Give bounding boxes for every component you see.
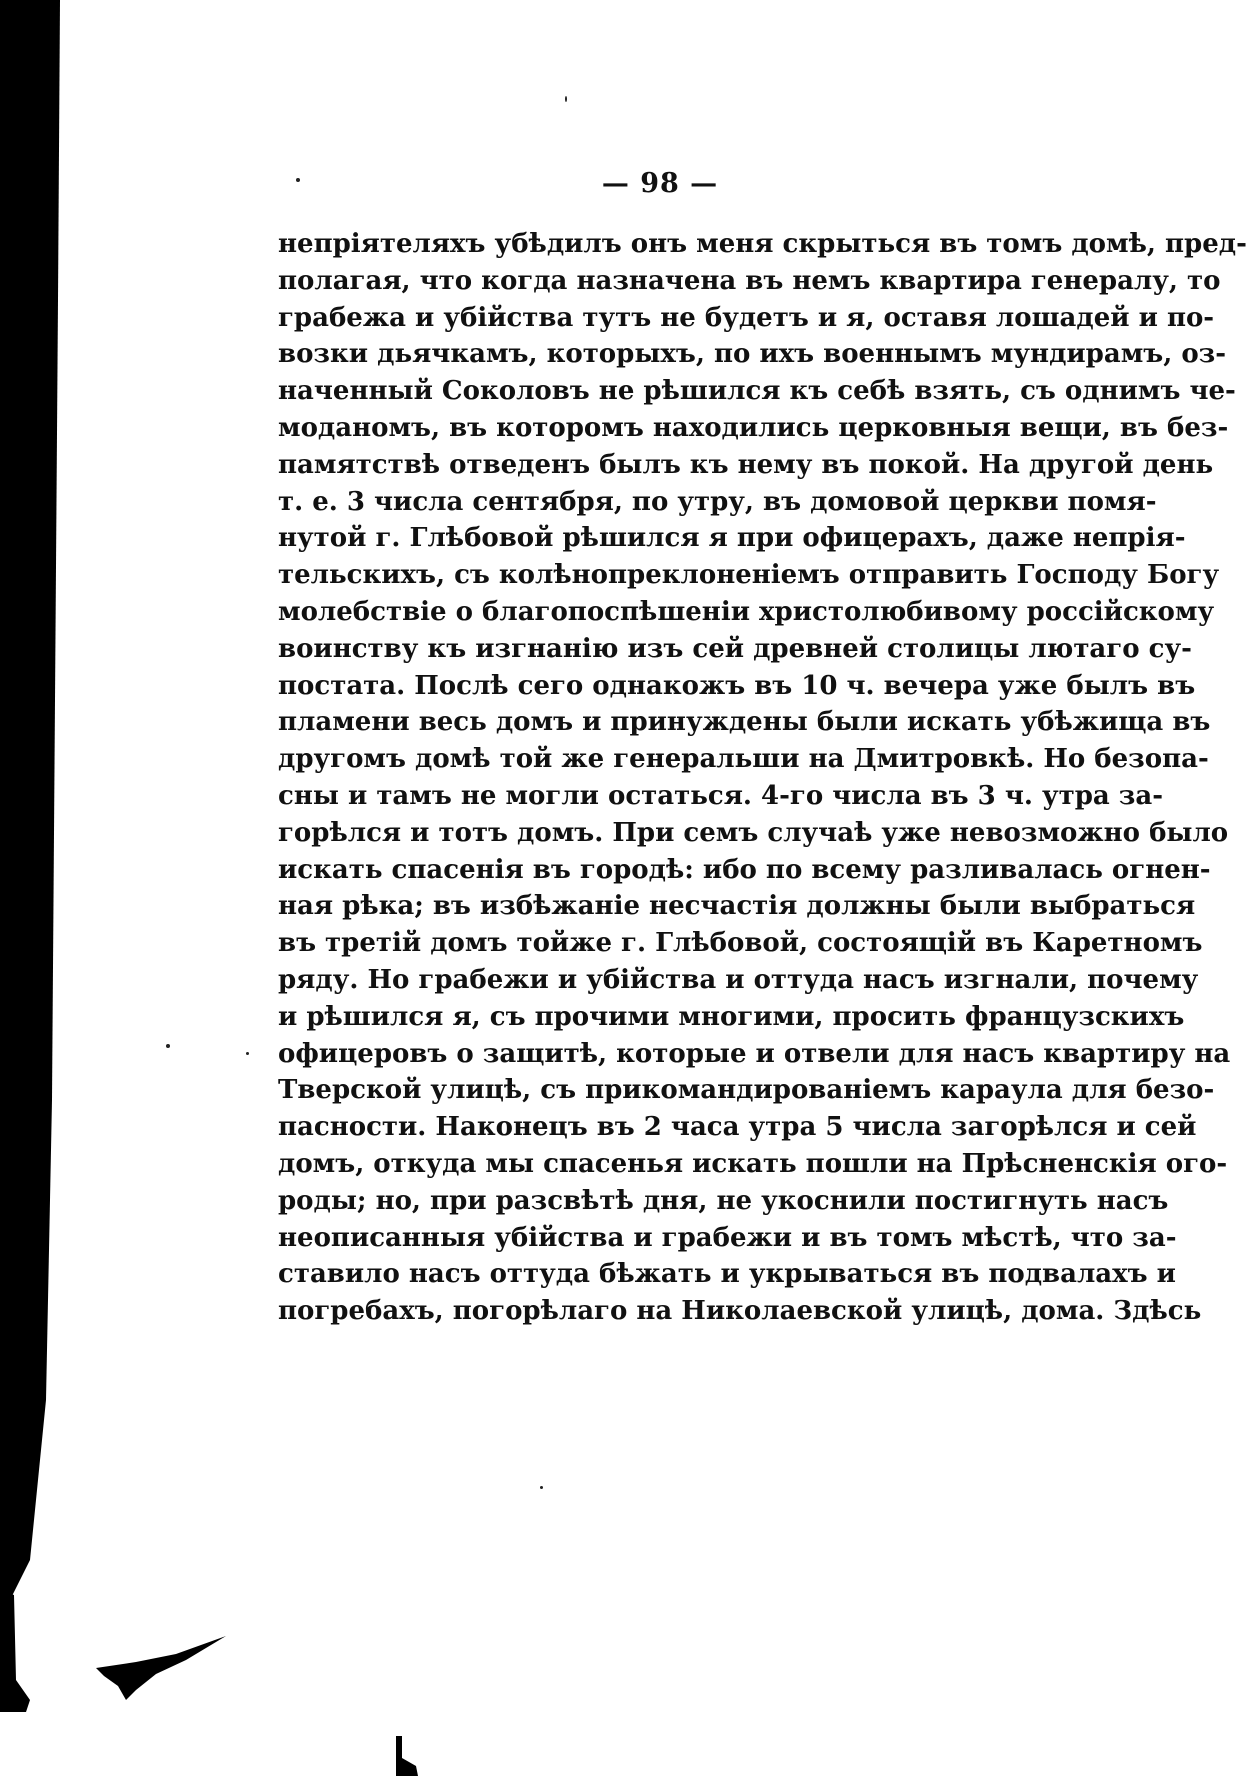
text-line: роды; но, при разсвѣтѣ дня, не укоснили постигнуть насъ: [278, 1185, 1169, 1216]
text-line: моданомъ, въ которомъ находились церковныя вещи, въ без-: [278, 412, 1229, 443]
text-line: грабежа и убійства тутъ не будетъ и я, оставя лошадей и по-: [278, 302, 1215, 333]
text-line: полагая, что когда назначена въ немъ квартира генералу, то: [278, 265, 1221, 296]
scan-artifact-mark: [394, 1736, 424, 1776]
text-line: другомъ домѣ той же генеральши на Дмитровкѣ. Но безопа-: [278, 744, 1209, 775]
text-line: ряду. Но грабежи и убійства и оттуда насъ изгнали, почему: [278, 964, 1199, 995]
text-line: возки дьячкамъ, которыхъ, по ихъ военнымъ мундирамъ, оз-: [278, 339, 1227, 370]
scan-shadow-edge: [0, 0, 60, 1791]
speck: [166, 1044, 170, 1048]
text-line: ставило насъ оттуда бѣжать и укрываться въ подвалахъ и: [278, 1259, 1176, 1290]
text-line: домъ, откуда мы спасенья искать пошли на Прѣсненскія ого-: [278, 1148, 1228, 1179]
text-line: пасности. Наконецъ въ 2 часа утра 5 числа загорѣлся и сей: [278, 1112, 1197, 1143]
page-number: — 98 —: [601, 168, 719, 199]
speck: [246, 1052, 249, 1055]
text-line: погребахъ, погорѣлаго на Николаевской улицѣ, дома. Здѣсь: [278, 1296, 1202, 1327]
text-line: постата. Послѣ сего однакожъ въ 10 ч. вечера уже былъ въ: [278, 670, 1196, 701]
text-line: Тверской улицѣ, съ прикомандированіемъ караула для безо-: [278, 1075, 1215, 1106]
text-line: горѣлся и тотъ домъ. При семъ случаѣ уже невозможно было: [278, 817, 1229, 848]
text-line: ная рѣка; въ избѣжаніе несчастія должны были выбраться: [278, 891, 1196, 922]
text-line: наченный Соколовъ не рѣшился къ себѣ взять, съ однимъ че-: [278, 376, 1236, 407]
text-line: и рѣшился я, съ прочими многими, просить французскихъ: [278, 1001, 1185, 1032]
speck: [565, 96, 567, 102]
text-line: пламени весь домъ и принуждены были искать убѣжища въ: [278, 707, 1211, 738]
text-line: т. е. 3 числа сентября, по утру, въ домовой церкви помя-: [278, 486, 1157, 517]
text-line: сны и тамъ не могли остаться. 4-го числа въ 3 ч. утра за-: [278, 780, 1164, 811]
text-line: нутой г. Глѣбовой рѣшился я при офицерахъ, даже непрія-: [278, 523, 1186, 554]
speck: [296, 178, 300, 182]
text-line: воинству къ изгнанію изъ сей древней столицы лютаго су-: [278, 633, 1192, 664]
text-line: молебствіе о благопоспѣшеніи христолюбивому россійскому: [278, 596, 1215, 627]
text-line: офицеровъ о защитѣ, которые и отвели для насъ квартиру на: [278, 1038, 1231, 1069]
text-line: тельскихъ, съ колѣнопреклоненіемъ отправить Господу Богу: [278, 560, 1220, 591]
text-line: въ третій домъ тойже г. Глѣбовой, состоящій въ Каретномъ: [278, 928, 1203, 959]
body-text: [278, 226, 1247, 1330]
text-line: непріятеляхъ убѣдилъ онъ меня скрыться въ томъ домѣ, пред-: [278, 229, 1247, 259]
speck: [540, 1486, 543, 1489]
text-line: неописанныя убійства и грабежи и въ томъ мѣстѣ, что за-: [278, 1222, 1177, 1253]
text-line: памятствѣ отведенъ былъ къ нему въ покой. На другой день: [278, 449, 1214, 480]
text-line: искать спасенія въ городѣ: ибо по всему разливалась огнен-: [278, 854, 1211, 885]
scan-artifact-wedge: [96, 1628, 236, 1708]
